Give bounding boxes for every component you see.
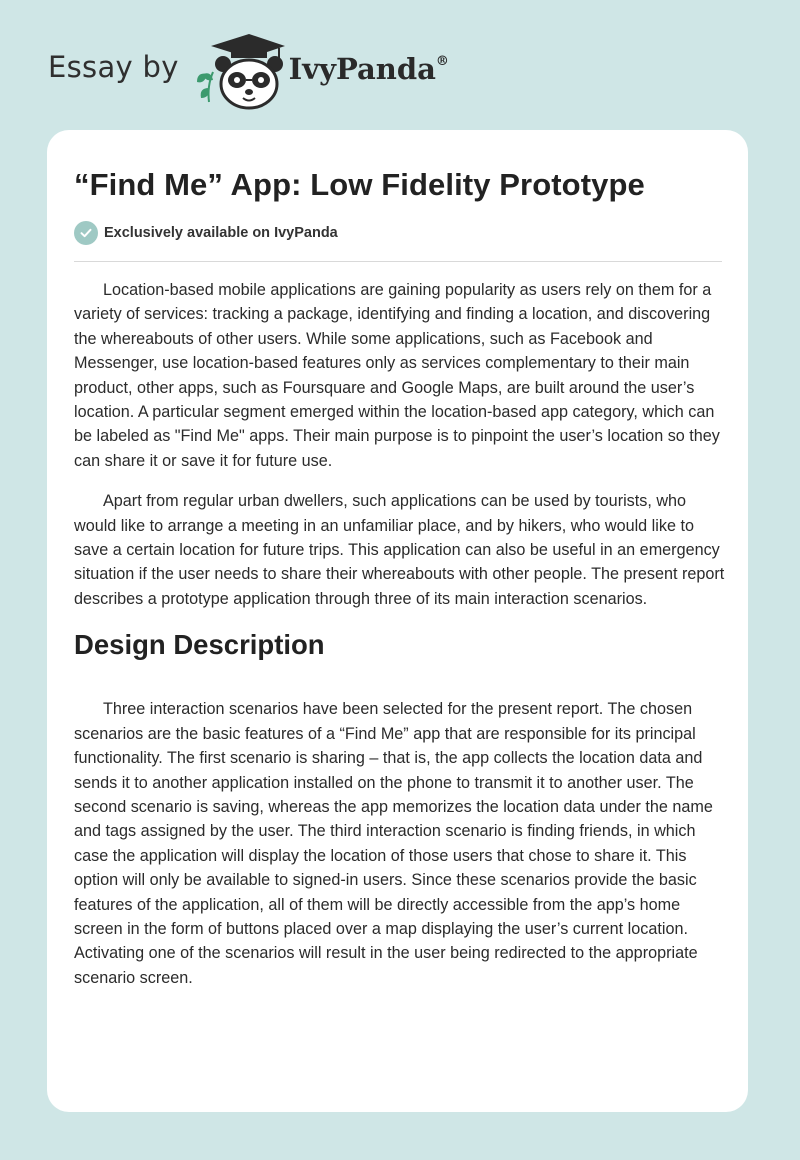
check-circle-icon bbox=[74, 221, 98, 245]
ivypanda-brand-name[interactable] bbox=[289, 52, 449, 86]
article-card bbox=[47, 130, 748, 1112]
article-body bbox=[74, 278, 726, 1006]
title-divider bbox=[74, 261, 722, 262]
article-title: “Find Me” App: Low Fidelity Prototype bbox=[74, 167, 645, 202]
site-header bbox=[48, 30, 449, 110]
essay-by-label: Essay by bbox=[48, 50, 179, 84]
intro-paragraph-1: Location-based mobile applications are gaining popularity as users rely on them for a variety of services: tracking a package, identifying and finding a location, and discovering the whereabouts of other users. While some applications, such as Facebook and Messenger, use location-based features only as services complementary to their main product, other apps, such as Foursquare and Google Maps, are built around the user’s location. A particular segment emerged within the location-based app category, which can be labeled as "Find Me" apps. Their main purpose is to pinpoint the user’s location so they can share it or save it for future use. bbox=[74, 281, 720, 470]
section-heading-design-description: Design Description bbox=[74, 629, 325, 661]
exclusive-badge-text: Exclusively available on IvyPanda bbox=[104, 225, 338, 241]
panda-logo-icon[interactable] bbox=[193, 30, 285, 110]
registered-mark: ® bbox=[435, 54, 449, 69]
intro-paragraph-2: Apart from regular urban dwellers, such applications can be used by tourists, who would like to arrange a meeting in an unfamiliar place, and by hikers, who would like to save a certain location for future trips. This application can also be useful in an emergency situation if the user needs to share their whereabouts with other people. The present report describes a prototype application through three of its main interaction scenarios. bbox=[74, 492, 725, 608]
exclusive-badge bbox=[74, 221, 338, 245]
design-paragraph-1: Three interaction scenarios have been selected for the present report. The chosen scenarios are the basic features of a “Find Me” app that are responsible for its principal functionality. The first scenario is sharing – that is, the app collects the location data and sends it to another application installed on the phone to transmit it to another user. The second scenario is saving, whereas the app memorizes the location data under the name and tags assigned by the user. The third interaction scenario is finding friends, in which case the application will display the location of those users that chose to share it. This option will only be available to signed-in users. Since these scenarios provide the basic features of the application, all of them will be directly accessible from the app’s home screen in the form of buttons placed over a map displaying the user’s current location. Activating one of the scenarios will result in the user being redirected to the appropriate scenario screen. bbox=[74, 700, 713, 987]
brand-name-text: IvyPanda bbox=[288, 52, 436, 86]
